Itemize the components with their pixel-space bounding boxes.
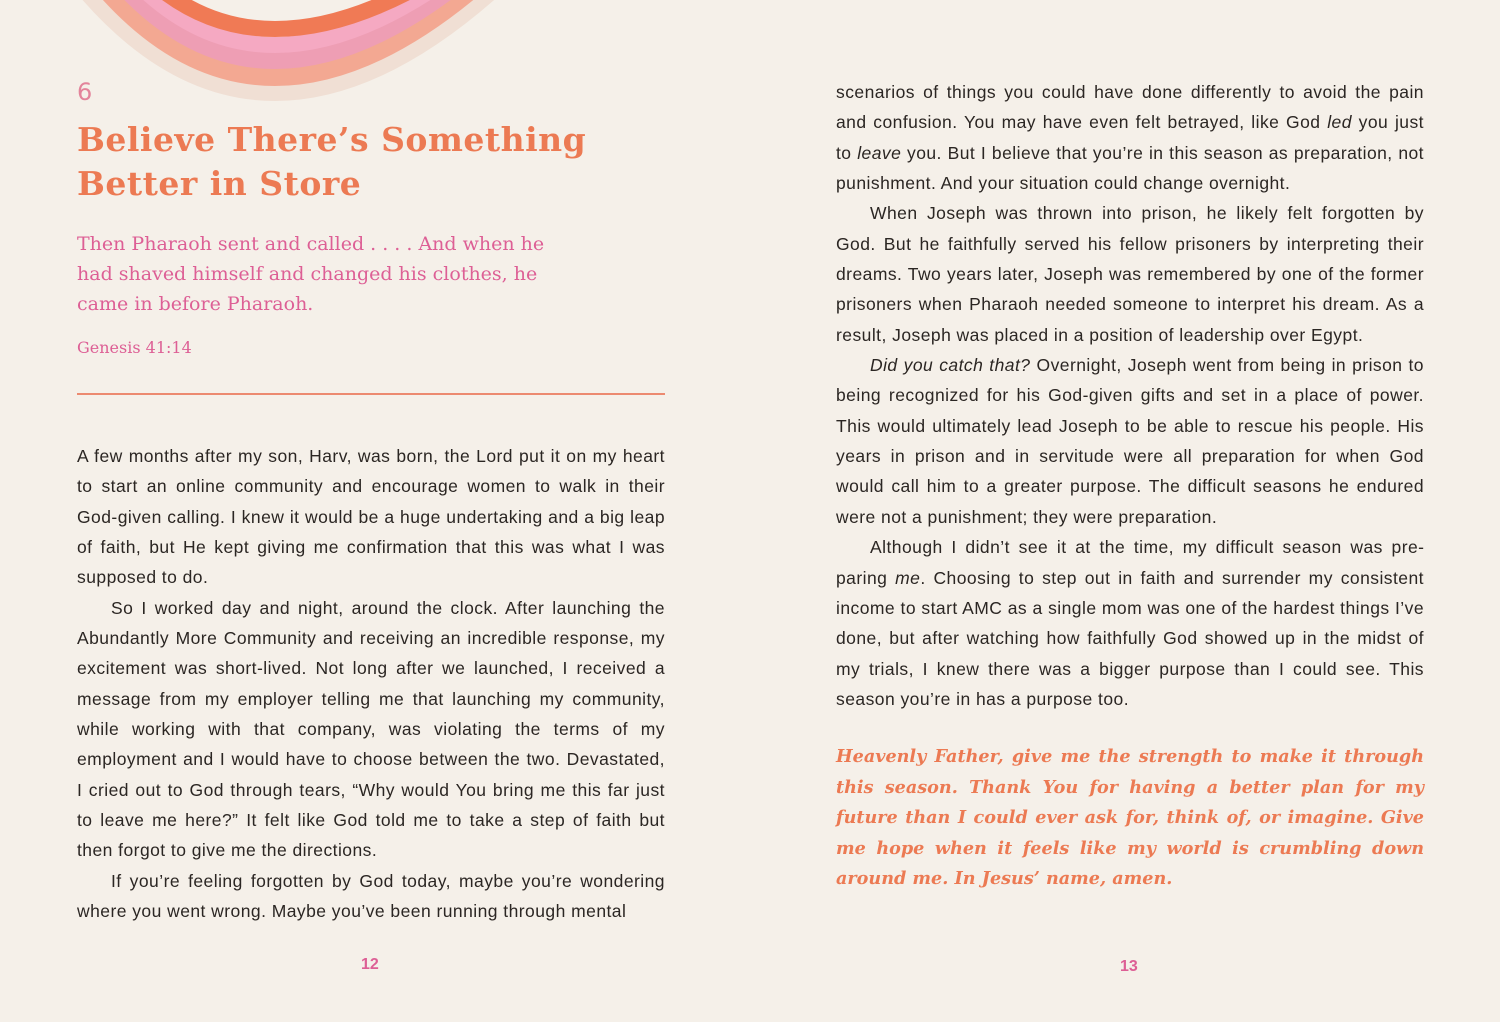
section-divider [77,393,665,395]
rainbow-arc-illustration [60,0,520,110]
body-paragraph-overnight: Did you catch that? Overnight, Joseph went from being in prison to being recognized for his God-given gifts and set in a place of power. This would ultimately lead Joseph to be able to rescue his people. His years in prison and in servitude were all preparation for when God would call him to a greater purpose. The difficult seasons he endured were not a punishment; they were preparation. [836,355,1424,527]
body-paragraph-1: A few months after my son, Harv, was born, the Lord put it on my heart to start an online community and encourage women to walk in their God-given calling. I knew it would be a huge undertaking and a big leap of faith, but He kept giving me confirmation that this was what I was supposed to do. [77,446,665,588]
body-paragraph-joseph: When Joseph was thrown into prison, he likely felt forgotten by God. But he faithfully served his fellow prisoners by interpreting their dreams. Two years later, Joseph was remembered by one of the former prisoners when Pharaoh needed someone to interpret his dream. As a result, Joseph was placed in a position of leadership over Egypt. [836,203,1424,345]
scripture-verse: Then Pharaoh sent and called . . . . And when he had shaved himself and changed his clothes, he came in before Pharaoh. [77,233,545,315]
left-page-body [77,441,665,927]
body-paragraph-2: So I worked day and night, around the clock. After launching the Abundantly More Community and receiving an incredible response, my excitement was short-lived. Not long after we launched, I received a message from my employer telling me that launching my community, while working with that company, was violating the terms of my employment and I would have to choose between the two. Devastated, I cried out to God through tears, “Why would You bring me this far just to leave me here?” It felt like God told me to take a step of faith but then forgot to give me the directions. [77,597,665,861]
scripture-reference: Genesis 41:14 [77,338,192,357]
closing-prayer: Heavenly Father, give me the strength to make it through this season. Thank You for having a better plan for my future than I could ever ask for, think of, or imagine. Give me hope when it feels like my world is crumbling down around me. In Jesus’ name, amen. [836,746,1424,889]
chapter-title: Believe There’s Something Better in Store [77,120,587,203]
page-number-left: 12 [361,956,379,973]
day-number: 6 [77,78,93,106]
right-page-body [836,77,1424,714]
page-number-right: 13 [1120,958,1138,975]
body-paragraph-continued: scenarios of things you could have done differently to avoid the pain and confusion. You may have even felt betrayed, like God led you just to leave you. But I believe that you’re in this season as preparation, not punishment. And your situation could change overnight. [836,82,1424,194]
body-paragraph-season: Although I didn’t see it at the time, my difficult season was preparing me. Choosing to step out in faith and surrender my consistent income to start AMC as a single mom was one of the hardest things I’ve done, but after watching how faithfully God showed up in the midst of my trials, I knew there was a bigger purpose than I could see. This season you’re in has a purpose too. [836,537,1424,709]
body-paragraph-3: If you’re feeling forgotten by God today, maybe you’re wondering where you went wrong. Maybe you’ve been running through mental [77,870,665,922]
